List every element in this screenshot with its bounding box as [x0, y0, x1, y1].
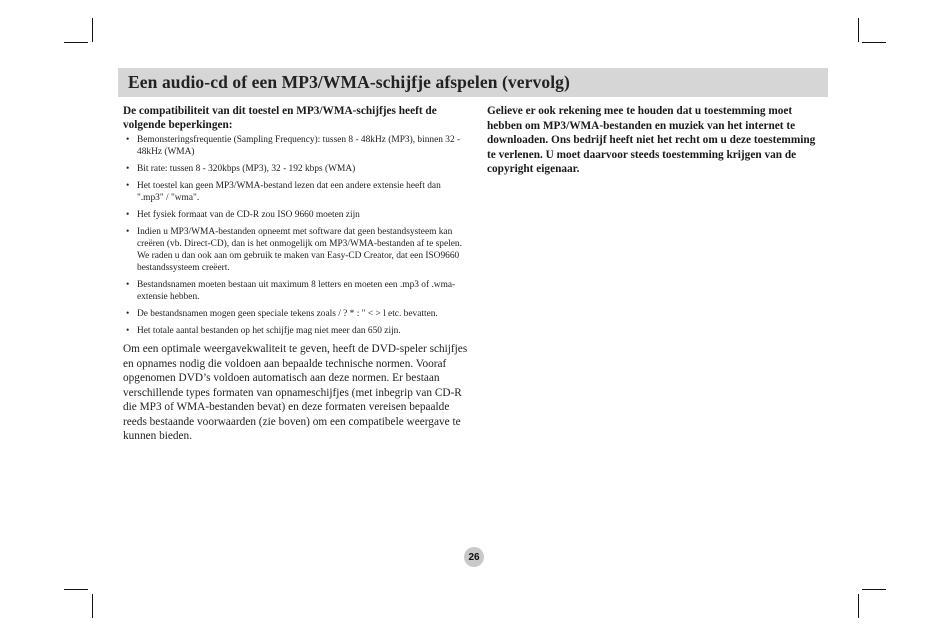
list-item: • Het toestel kan geen MP3/WMA-bestand lezen dat een andere extensie heeft dan ".mp3" / "wma". [126, 181, 441, 203]
bullet-icon: • [126, 210, 130, 220]
compatibility-intro: De compatibiliteit van dit toestel en MP3/WMA-schijfjes heeft de volgende beperkingen: [123, 105, 437, 131]
page-number-badge [464, 547, 484, 567]
bullet-icon: • [126, 280, 130, 290]
section-header-bar [118, 68, 828, 97]
bullet-icon: • [126, 309, 130, 319]
crop-mark-top-right-horizontal [862, 42, 886, 43]
left-column [123, 104, 468, 444]
copyright-notice: Gelieve er ook rekening mee te houden dat u toestemming moet hebben om MP3/WMA-bestanden en muziek van het internet te downloaden. Ons bedrijf heeft niet het recht om u deze toestemming te verlenen. U moet daarvoor steeds toestemming krijgen van de copyright eigenaar. [487, 105, 816, 175]
list-item: • Bemonsteringsfrequentie (Sampling Frequency): tussen 8 - 48kHz (MP3), binnen 32 - 48kHz (WMA) [126, 135, 461, 157]
right-column [487, 104, 823, 177]
list-item: • Bit rate: tussen 8 - 320kbps (MP3), 32 - 192 kbps (WMA) [126, 164, 356, 174]
bullet-icon: • [126, 181, 130, 191]
list-item: • De bestandsnamen mogen geen speciale tekens zoals / ? * : " < > l etc. bevatten. [126, 309, 438, 319]
restriction-list [123, 134, 468, 337]
list-item: • Het fysiek formaat van de CD-R zou ISO 9660 moeten zijn [126, 210, 360, 220]
crop-mark-top-right-vertical [858, 18, 859, 42]
list-item: • Bestandsnamen moeten bestaan uit maximum 8 letters en moeten een .mp3 of .wma-extensie hebben. [126, 280, 456, 302]
crop-mark-top-left-vertical [92, 18, 93, 42]
bullet-icon: • [126, 164, 130, 174]
crop-mark-bottom-left-horizontal [64, 589, 88, 590]
crop-mark-top-left-horizontal [64, 42, 88, 43]
list-item: • Het totale aantal bestanden op het schijfje mag niet meer dan 650 zijn. [126, 326, 401, 336]
bullet-icon: • [126, 326, 130, 336]
bullet-icon: • [126, 227, 130, 237]
list-item: • Indien u MP3/WMA-bestanden opneemt met software dat geen bestandsysteem kan creëren (vb. Direct-CD), dan is het onmogelijk om MP3/WMA-bestanden af te spelen. We raden u dan ook aan om gebruik te maken van Easy-CD Creator, dat een ISO9660 bestandssysteem creëert. [126, 227, 462, 273]
quality-paragraph: Om een optimale weergavekwaliteit te geven, heeft de DVD-speler schijfjes en opnames nodig die voldoen aan bepaalde technische normen. Vooraf opgenomen DVD’s voldoen automatisch aan deze normen. Er bestaan verschillende types formaten van opnameschijfjes (met inbegrip van CD-R die MP3 of WMA-bestanden bevat) en deze formaten vereisen bepaalde reeds bestaande voorwaarden (zie boven) om een compatibele weergave te kunnen bieden. [123, 343, 468, 442]
crop-mark-bottom-right-horizontal [862, 589, 886, 590]
page-number: 26 [468, 551, 480, 563]
crop-mark-bottom-left-vertical [92, 594, 93, 618]
page-title: Een audio-cd of een MP3/WMA-schijfje afspelen (vervolg) [128, 72, 570, 92]
crop-mark-bottom-right-vertical [858, 594, 859, 618]
bullet-icon: • [126, 135, 130, 145]
